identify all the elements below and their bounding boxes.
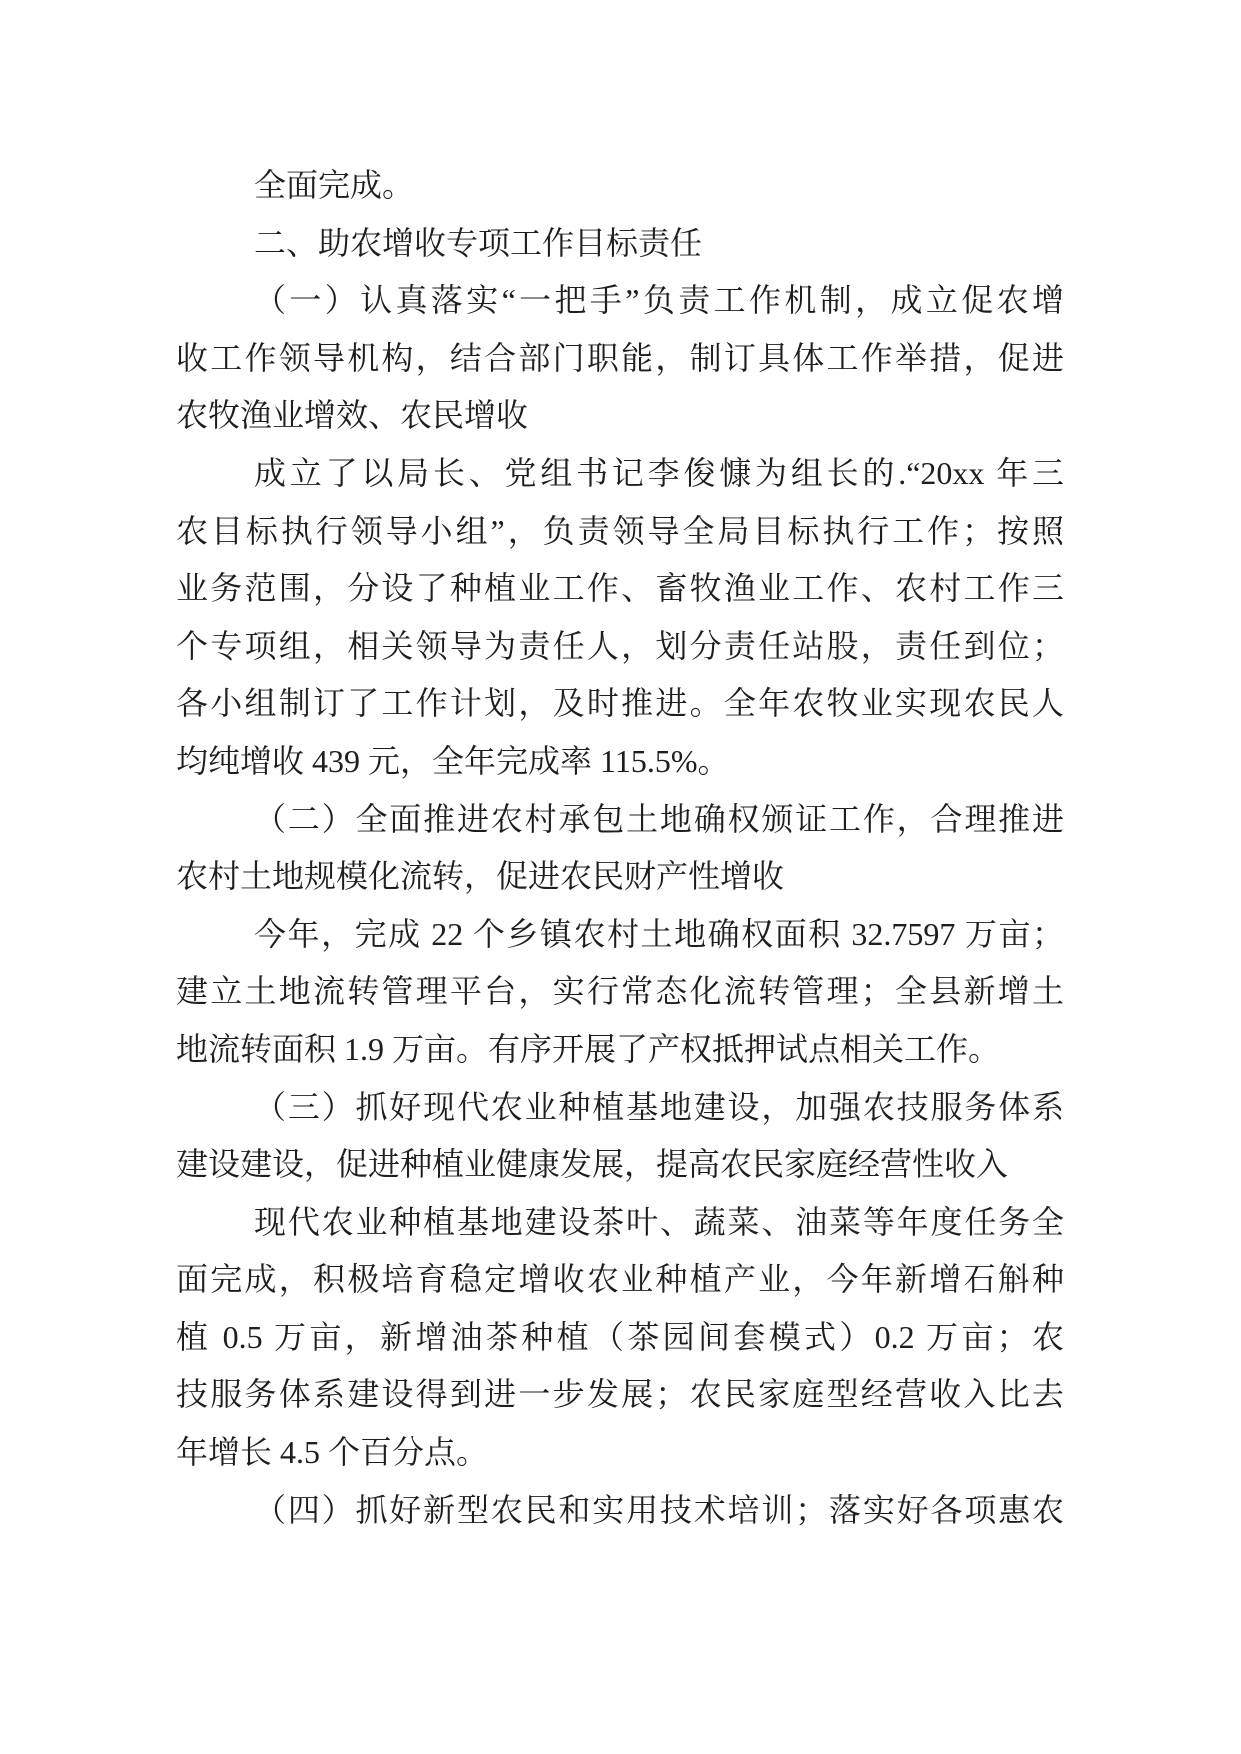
- document-line: 个专项组，相关领导为责任人，划分责任站股，责任到位；: [176, 627, 1064, 664]
- document-text-block: [176, 157, 1064, 1539]
- document-subsection-heading: （二）全面推进农村承包土地确权颁证工作，合理推进: [254, 800, 1064, 837]
- document-line: 均纯增收 439 元，全年完成率 115.5%。: [176, 742, 730, 779]
- document-line: 收工作领导机构，结合部门职能，制订具体工作举措，促进: [176, 339, 1064, 376]
- document-line: 建设建设，促进种植业健康发展，提高农民家庭经营性收入: [176, 1146, 1009, 1183]
- document-line: 面完成，积极培育稳定增收农业种植产业，今年新增石斛种: [176, 1261, 1064, 1298]
- document-line: 现代农业种植基地建设茶叶、蔬菜、油菜等年度任务全: [254, 1203, 1064, 1240]
- document-line: 各小组制订了工作计划，及时推进。全年农牧业实现农民人: [176, 685, 1064, 722]
- document-line: 成立了以局长、党组书记李俊慷为组长的.“20xx 年三: [254, 454, 1064, 491]
- document-line: 业务范围，分设了种植业工作、畜牧渔业工作、农村工作三: [176, 570, 1064, 607]
- document-line: 地流转面积 1.9 万亩。有序开展了产权抵押试点相关工作。: [176, 1030, 1001, 1067]
- document-line: 农村土地规模化流转，促进农民财产性增收: [176, 858, 785, 895]
- document-subsection-heading: （一）认真落实“一把手”负责工作机制，成立促农增: [254, 282, 1064, 319]
- document-line: 植 0.5 万亩，新增油茶种植（茶园间套模式）0.2 万亩；农: [176, 1318, 1064, 1355]
- document-line: 技服务体系建设得到进一步发展；农民家庭型经营收入比去: [176, 1376, 1064, 1413]
- document-subsection-heading: （三）抓好现代农业种植基地建设，加强农技服务体系: [254, 1088, 1064, 1125]
- document-subsection-heading: （四）抓好新型农民和实用技术培训；落实好各项惠农: [254, 1491, 1064, 1528]
- document-line: 农牧渔业增效、农民增收: [176, 397, 529, 434]
- document-line: 年增长 4.5 个百分点。: [176, 1434, 489, 1471]
- document-line: 今年，完成 22 个乡镇农村土地确权面积 32.7597 万亩；: [254, 915, 1064, 952]
- document-line: 全面完成。: [254, 167, 415, 203]
- document-section-heading: 二、助农增收专项工作目标责任: [254, 224, 703, 261]
- document-line: 建立土地流转管理平台，实行常态化流转管理；全县新增土: [176, 973, 1064, 1010]
- document-line: 农目标执行领导小组”，负责领导全局目标执行工作；按照: [176, 512, 1064, 549]
